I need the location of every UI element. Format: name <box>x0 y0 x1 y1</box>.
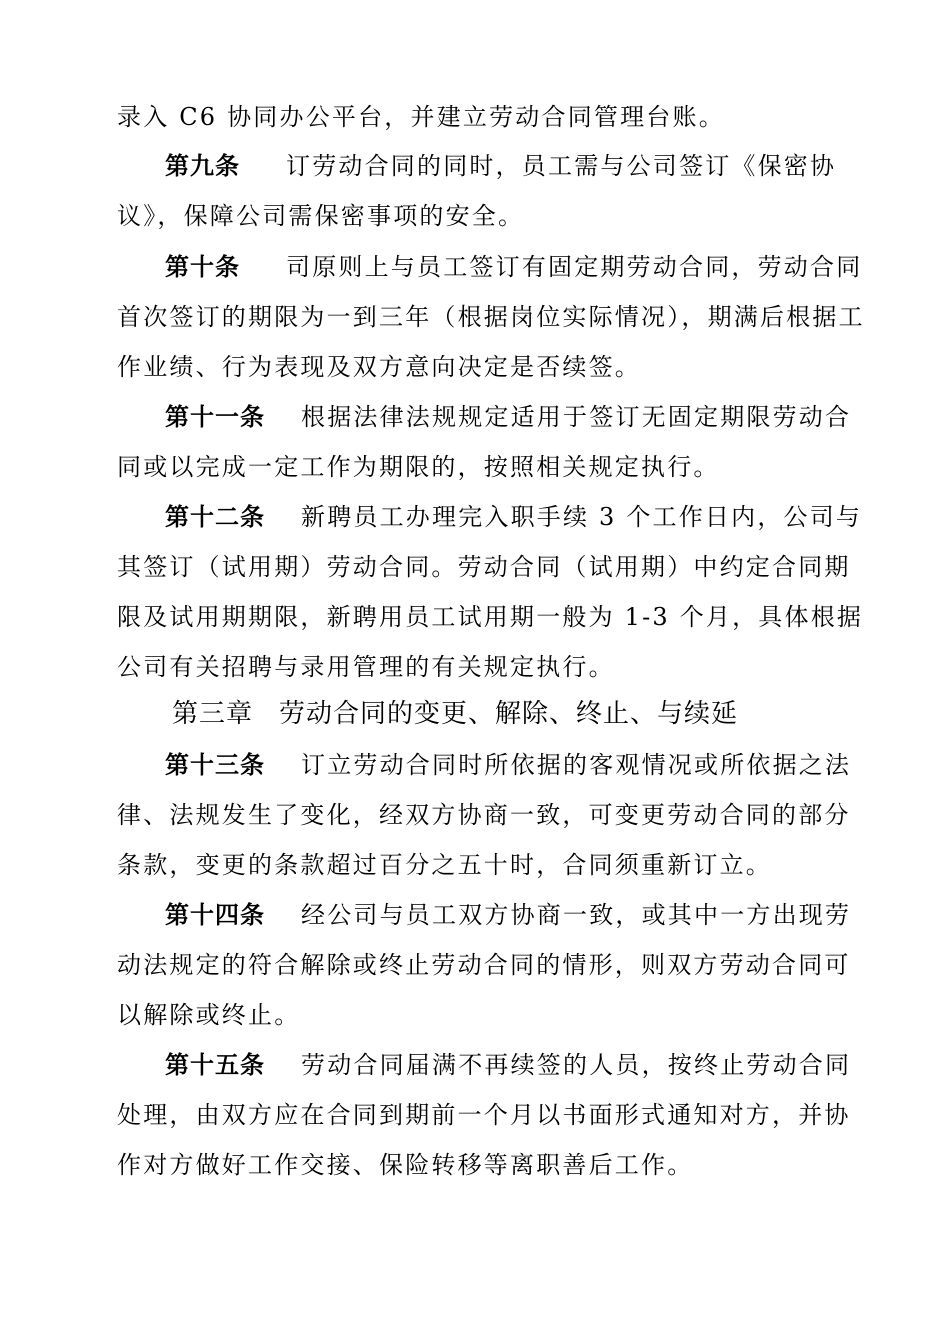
article-12 <box>165 497 863 537</box>
article-9-line-2: 议》，保障公司需保密事项的安全。 <box>117 202 525 230</box>
article-label: 第九条 <box>165 152 240 180</box>
article-13 <box>165 745 852 785</box>
article-14-line-3: 以解除或终止。 <box>117 1001 301 1029</box>
article-13-line-3: 条款，变更的条款超过百分之五十时，合同须重新订立。 <box>117 851 772 879</box>
article-10-line-2: 首次签订的期限为一到三年（根据岗位实际情况），期满后根据工 <box>117 303 865 331</box>
article-text: 新聘员工办理完入职手续 3 个工作日内，公司与 <box>301 503 863 531</box>
article-label: 第十二条 <box>165 503 265 531</box>
article-label: 第十条 <box>165 253 240 281</box>
article-text: 订劳动合同的同时，员工需与公司签订《保密协 <box>286 152 837 180</box>
article-9 <box>165 146 837 186</box>
article-15 <box>165 1045 852 1085</box>
article-label: 第十一条 <box>165 403 265 431</box>
continuation-line: 录入 C6 协同办公平台，并建立劳动合同管理台账。 <box>117 103 725 131</box>
article-11 <box>165 397 852 437</box>
article-10 <box>165 247 863 287</box>
article-label: 第十三条 <box>165 751 265 779</box>
chapter-number: 第三章 <box>172 699 254 729</box>
article-15-line-2: 处理，由双方应在合同到期前一个月以书面形式通知对方，并协 <box>117 1101 851 1129</box>
article-text: 根据法律法规规定适用于签订无固定期限劳动合 <box>301 403 852 431</box>
article-text: 劳动合同届满不再续签的人员，按终止劳动合同 <box>301 1051 852 1079</box>
article-12-line-4: 公司有关招聘与录用管理的有关规定执行。 <box>117 653 615 681</box>
article-13-line-2: 律、法规发生了变化，经双方协商一致，可变更劳动合同的部分 <box>117 801 851 829</box>
article-12-line-3: 限及试用期期限，新聘用员工试用期一般为 1-3 个月，具体根据 <box>117 603 864 631</box>
article-12-line-2: 其签订（试用期）劳动合同。劳动合同（试用期）中约定合同期 <box>117 553 851 581</box>
article-text: 司原则上与员工签订有固定期劳动合同，劳动合同 <box>286 253 863 281</box>
article-text: 订立劳动合同时所依据的客观情况或所依据之法 <box>301 751 852 779</box>
chapter-title: 劳动合同的变更、解除、终止、与续延 <box>279 699 739 729</box>
article-10-line-3: 作业绩、行为表现及双方意向决定是否续签。 <box>117 353 641 381</box>
article-text: 经公司与员工双方协商一致，或其中一方出现劳 <box>301 901 852 929</box>
article-15-line-3: 作对方做好工作交接、保险转移等离职善后工作。 <box>117 1151 694 1179</box>
article-14-line-2: 动法规定的符合解除或终止劳动合同的情形，则双方劳动合同可 <box>117 951 851 979</box>
article-11-line-2: 同或以完成一定工作为期限的，按照相关规定执行。 <box>117 453 720 481</box>
article-14 <box>165 895 852 935</box>
article-label: 第十四条 <box>165 901 265 929</box>
article-label: 第十五条 <box>165 1051 265 1079</box>
chapter-heading <box>172 692 822 736</box>
